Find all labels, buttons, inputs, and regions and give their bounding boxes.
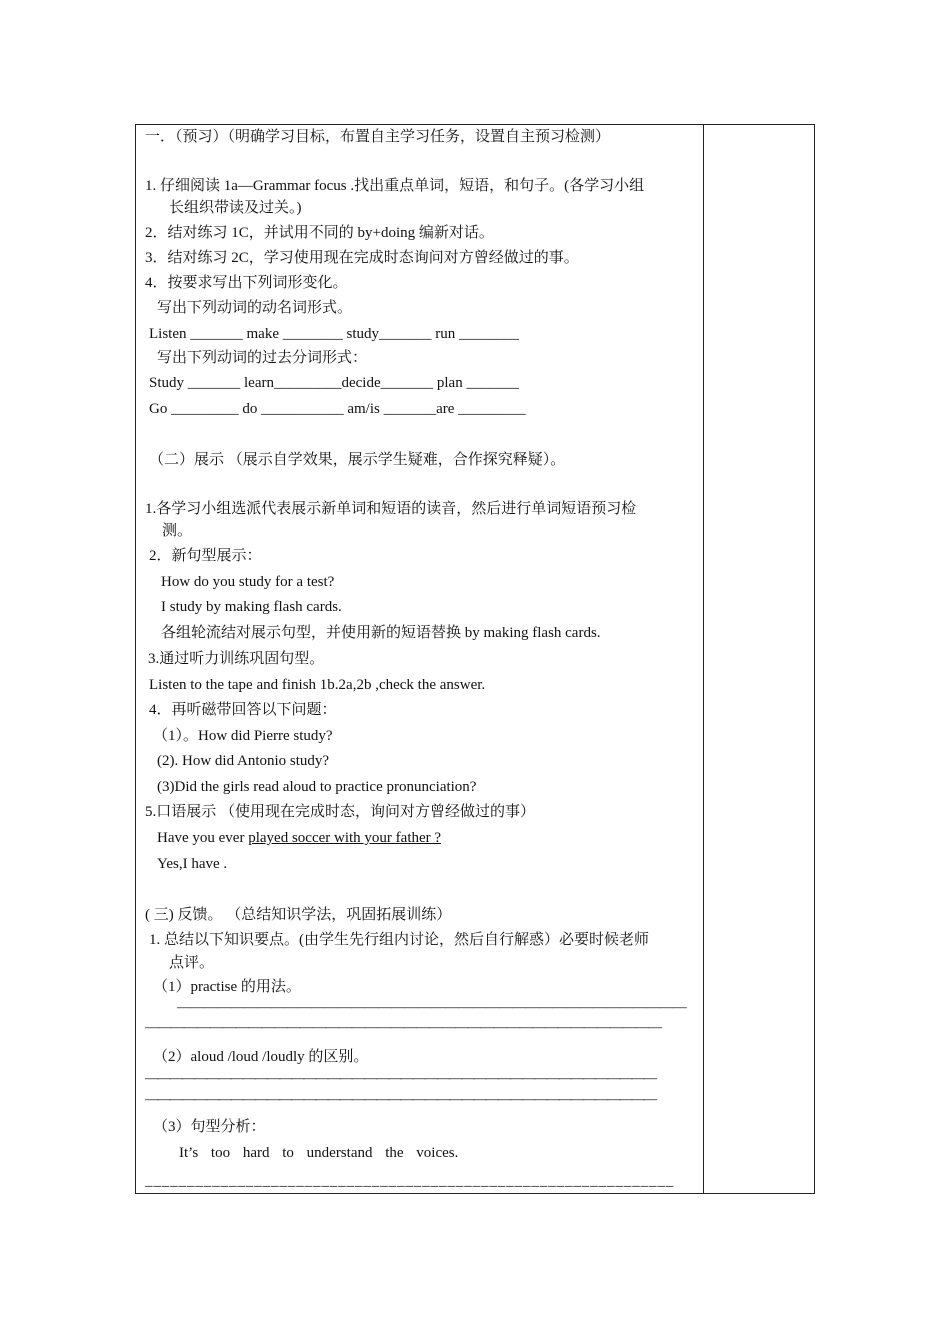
participle-blanks-row1: Study _______ learn_________decide_______ plan _______ [149,375,519,391]
gerund-blanks-row: Listen _______ make ________ study_______ run ________ [149,326,519,342]
section3-item1-line2: 点评。 [169,955,215,971]
section2-heading: （二）展示 （展示自学效果，展示学生疑难，合作探究释疑）。 [149,452,566,468]
oral-answer: Yes,I have . [157,856,228,872]
section1-item3: 3．结对练习 2C，学习使用现在完成时态询问对方曾经做过的事。 [145,250,579,266]
section3-heading: ( 三) 反馈。 （总结知识学法，巩固拓展训练） [145,907,452,923]
section1-item1-line1: 1. 仔细阅读 1a—Grammar focus .找出重点单词，短语，和句子。(各学习小组 [145,178,645,194]
section1-item1-line2: 长组织带读及过关。) [169,200,302,216]
section2-item5: 5.口语展示 （使用现在完成时态，询问对方曾经做过的事） [145,804,536,820]
point-sentence-analysis: （3）句型分析： [153,1119,266,1135]
section1-gerund-instruction: 写出下列动词的动名词形式。 [157,300,353,316]
answer-line-1b: ———————————————————————————————————————— [145,1020,662,1035]
answer-line-3: _______________________________________________________________ [145,1173,675,1189]
section1-item4: 4．按要求写出下列词形变化。 [145,275,348,291]
listening-task: Listen to the tape and finish 1b.2a,2b ,check the answer. [149,677,486,693]
section2-item2: 2．新句型展示： [149,548,262,564]
listening-question-1: （1）。How did Pierre study? [153,728,333,744]
section2-item1-line2: 测。 [162,523,193,539]
participle-blanks-row2: Go _________ do ___________ am/is _______are _________ [149,401,526,417]
sample-question: How do you study for a test? [161,574,335,590]
section1-participle-instruction: 写出下列动词的过去分词形式： [157,350,368,366]
pair-practice-task: 各组轮流结对展示句型，并使用新的短语替换 by making flash cards. [161,625,601,641]
lesson-table [135,124,815,1194]
sample-answer: I study by making flash cards. [161,599,342,615]
answer-line-2b: —————————————————————————————————————————— [145,1092,656,1107]
oral-question [157,829,441,847]
section2-item4: 4．再听磁带回答以下问题： [149,702,337,718]
listening-question-3: (3)Did the girls read aloud to practice pronunciation? [157,779,477,795]
oral-question-underlined: played soccer with your father ? [248,830,442,846]
analysis-sentence: It’s too hard to understand the voices. [179,1145,459,1161]
section2-item3: 3.通过听力训练巩固句型。 [148,651,325,667]
answer-line-1a: —————————————————————————————————————— [177,1000,687,1015]
answer-line-2a: —————————————————————————————————————————— [145,1071,656,1086]
section1-heading: 一．（预习）（明确学习目标，布置自主学习任务，设置自主预习检测） [145,129,611,145]
oral-question-prefix: Have you ever [157,830,249,846]
point-practise-usage: （1）practise 的用法。 [153,979,301,995]
section1-item2: 2．结对练习 1C，并试用不同的 by+doing 编新对话。 [145,225,494,241]
section3-item1-line1: 1. 总结以下知识要点。(由学生先行组内讨论，然后自行解惑）必要时候老师 [149,932,649,948]
point-aloud-loud-loudly: （2）aloud /loud /loudly 的区别。 [153,1049,369,1065]
notes-cell [704,125,814,1193]
section2-item1-line1: 1.各学习小组选派代表展示新单词和短语的读音，然后进行单词短语预习检 [145,501,637,517]
main-content-cell [136,125,703,1193]
listening-question-2: (2). How did Antonio study? [157,753,330,769]
